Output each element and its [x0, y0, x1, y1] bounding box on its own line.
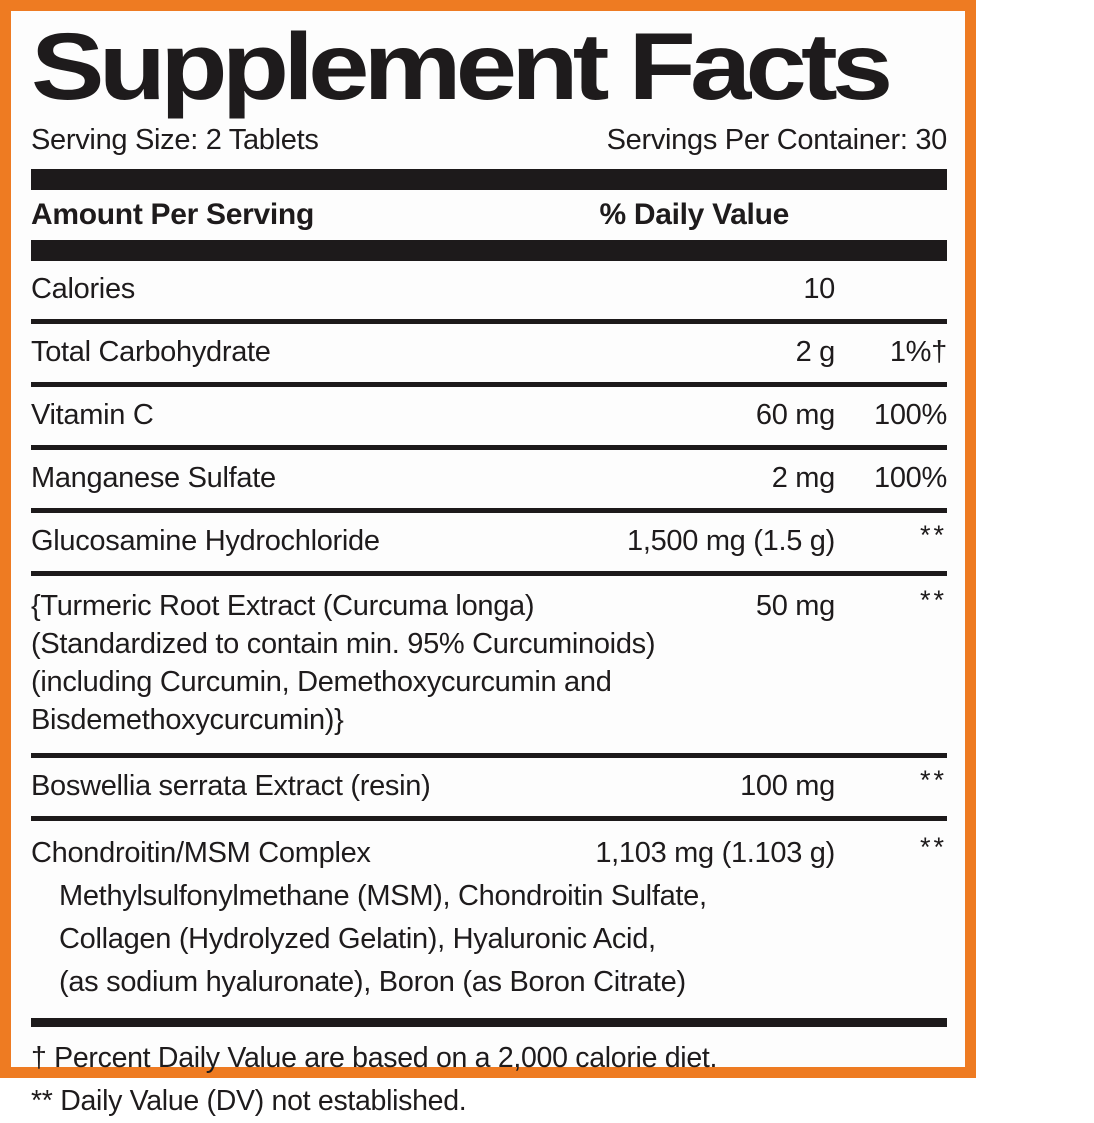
thick-divider-bar	[31, 240, 947, 261]
nutrient-row-calories	[31, 261, 947, 319]
nutrient-daily-value: **	[919, 520, 947, 551]
nutrient-daily-value: 1%†	[889, 336, 947, 369]
servings-per-container: Servings Per Container: 30	[606, 124, 947, 157]
nutrient-amount: 60 mg	[755, 399, 835, 432]
nutrient-row-glucosamine-hydrochloride	[31, 513, 947, 571]
turmeric-detail-line: (including Curcumin, Demethoxycurcumin and	[31, 666, 612, 699]
nutrient-daily-value: 100%	[874, 462, 947, 495]
nutrient-row-boswellia-serrata-extract	[31, 758, 947, 816]
serving-size: Serving Size: 2 Tablets	[31, 124, 319, 157]
nutrient-amount: 1,500 mg (1.5 g)	[627, 525, 835, 558]
amount-per-serving-header: Amount Per Serving	[31, 198, 314, 232]
nutrient-amount: 10	[803, 273, 835, 306]
serving-info-row	[31, 124, 947, 157]
nutrient-daily-value: 100%	[874, 399, 947, 432]
nutrient-name: Total Carbohydrate	[31, 336, 271, 369]
nutrient-amount: 2 g	[795, 336, 835, 369]
nutrient-amount: 1,103 mg (1.103 g)	[595, 837, 835, 870]
chondroitin-detail-line: Methylsulfonylmethane (MSM), Chondroitin Sulfate,	[59, 880, 707, 913]
nutrient-name: Calories	[31, 273, 135, 306]
daily-value-header: % Daily Value	[599, 198, 789, 232]
nutrient-daily-value: **	[919, 765, 947, 796]
nutrient-name: Manganese Sulfate	[31, 462, 276, 495]
nutrient-name: Vitamin C	[31, 399, 154, 432]
nutrient-amount: 50 mg	[755, 590, 835, 623]
turmeric-detail-line: Bisdemethoxycurcumin)}	[31, 704, 344, 737]
nutrient-amount: 2 mg	[771, 462, 835, 495]
nutrient-daily-value: **	[919, 832, 947, 863]
nutrient-row-total-carbohydrate	[31, 324, 947, 382]
nutrient-amount: 100 mg	[740, 770, 835, 803]
panel-title: Supplement Facts	[31, 14, 888, 120]
footnote-divider	[31, 1018, 947, 1027]
chondroitin-detail-line: Collagen (Hydrolyzed Gelatin), Hyaluronic Acid,	[59, 923, 656, 956]
nutrient-daily-value: **	[919, 585, 947, 616]
thick-divider-bar	[31, 169, 947, 190]
nutrient-row-manganese-sulfate	[31, 450, 947, 508]
nutrient-name: Glucosamine Hydrochloride	[31, 525, 380, 558]
column-header-row	[31, 190, 947, 240]
turmeric-detail-line: (Standardized to contain min. 95% Curcuminoids)	[31, 628, 656, 661]
nutrient-name: Boswellia serrata Extract (resin)	[31, 770, 431, 803]
footnote-dv-not-established: ** Daily Value (DV) not established.	[31, 1085, 467, 1118]
nutrient-row-chondroitin-msm-complex	[31, 821, 947, 1018]
footnotes	[31, 1027, 947, 1123]
nutrient-name: Chondroitin/MSM Complex	[31, 837, 371, 870]
chondroitin-main-line	[31, 832, 947, 875]
nutrient-name: {Turmeric Root Extract (Curcuma longa)	[31, 590, 535, 623]
nutrient-row-vitamin-c	[31, 387, 947, 445]
turmeric-main-line	[31, 587, 947, 625]
nutrient-row-turmeric-root-extract	[31, 576, 947, 753]
footnote-daily-value-basis: † Percent Daily Value are based on a 2,000 calorie diet.	[31, 1042, 718, 1075]
chondroitin-detail-line: (as sodium hyaluronate), Boron (as Boron Citrate)	[59, 966, 686, 999]
